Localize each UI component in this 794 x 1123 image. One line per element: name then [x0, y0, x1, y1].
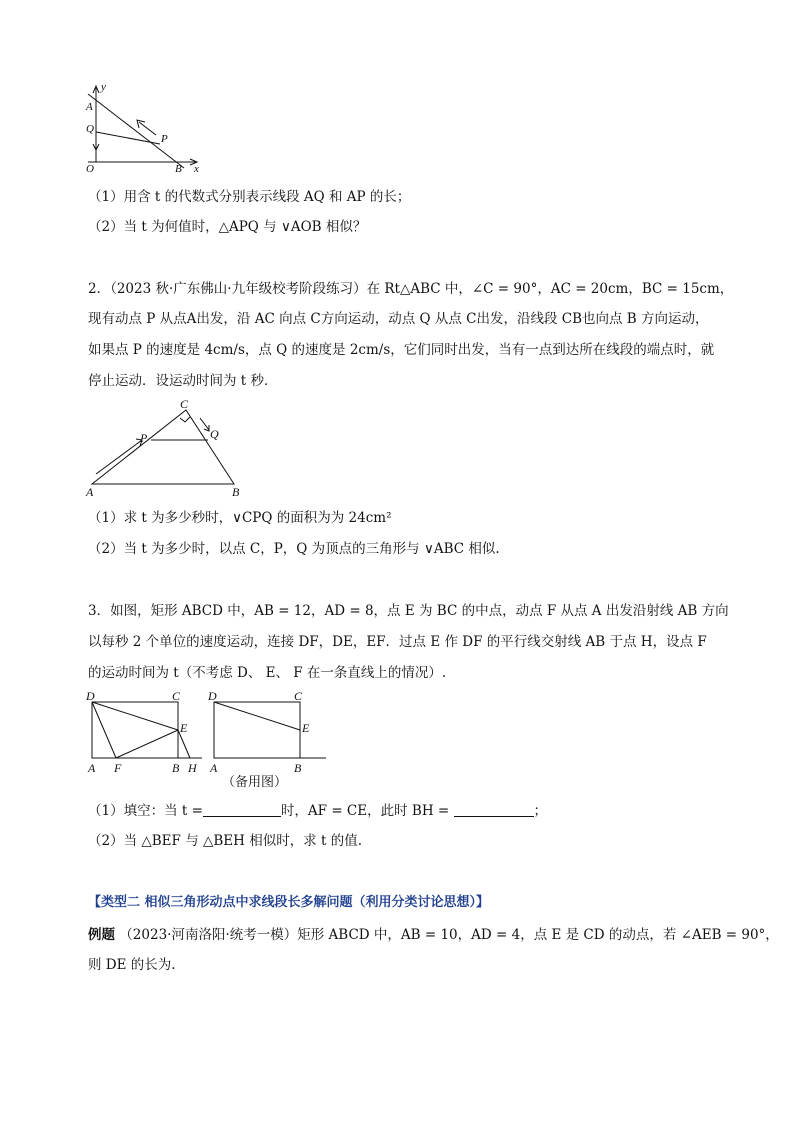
label-Q: Q: [210, 427, 219, 441]
label-D: D: [86, 689, 95, 703]
backup-figure-caption: （备用图）: [222, 775, 288, 790]
label-C: C: [294, 689, 303, 703]
label-Q: Q: [86, 123, 94, 135]
example-text: （2023·河南洛阳·统考一模）矩形 ABCD 中，AB = 10，AD = 4，点 E 是 CD 的动点，若 ∠AEB = 90°，: [119, 927, 779, 943]
label-y: y: [101, 81, 106, 93]
problem3-line2: 以每秒 2 个单位的速度运动，连接 DF，DE，EF．过点 E 作 DF 的平行线交射线 AB 于点 H，设点 F: [88, 634, 707, 650]
problem2-line2: 现有动点 P 从点A出发，沿 AC 向点 C方向运动，动点 Q 从点 C出发，沿线段 CB也向点 B 方向运动，: [88, 311, 709, 327]
answer-blank-bh[interactable]: [454, 802, 534, 817]
problem1-question2: （2）当 t 为何值时，△APQ 与 ∨AOB 相似？: [88, 219, 367, 235]
example-line2: 则 DE 的长为.: [88, 957, 176, 973]
label-E: E: [302, 721, 310, 735]
problem2-line4: 停止运动．设运动时间为 t 秒．: [88, 373, 278, 389]
problem2-question1: （1）求 t 为多少秒时，∨CPQ 的面积为为 24cm²: [88, 510, 392, 526]
label-F: F: [114, 761, 122, 775]
problem2-question2: （2）当 t 为多少时，以点 C，P，Q 为顶点的三角形与 ∨ABC 相似.: [88, 541, 500, 557]
label-D: D: [208, 689, 217, 703]
label-P: P: [161, 133, 168, 145]
figure-rectangle-main: [84, 688, 214, 778]
label-O: O: [86, 163, 94, 175]
problem3-line1: 3．如图，矩形 ABCD 中，AB = 12，AD = 8，点 E 为 BC 的中点，动点 F 从点 A 出发沿射线 AB 方向: [88, 603, 729, 619]
label-C: C: [172, 689, 181, 703]
label-B: B: [232, 485, 240, 499]
q1-part-b: 时，AF = CE，此时 BH =: [280, 803, 450, 819]
problem2-line1: 2．（2023 秋·广东佛山·九年级校考阶段练习）在 Rt△ABC 中，∠C = 90°，AC = 20cm，BC = 15cm，: [88, 281, 734, 297]
problem3-question2: （2）当 △BEF 与 △BEH 相似时，求 t 的值.: [88, 833, 363, 849]
label-H: H: [188, 761, 197, 775]
problem2-line3: 如果点 P 的速度是 4cm/s，点 Q 的速度是 2cm/s，它们同时出发，当有一点到达所在线段的端点时，就: [88, 342, 715, 358]
figure-coordinate-sketch: [84, 80, 214, 180]
label-C: C: [180, 397, 189, 411]
example-line1: [88, 925, 779, 945]
figure-rectangle-backup: [206, 688, 336, 778]
label-A: A: [86, 485, 94, 499]
type2-heading: 【类型二 相似三角形动点中求线段长多解问题（利用分类讨论思想）】: [88, 895, 490, 910]
problem3-line3: 的运动时间为 t（不考虑 D、 E、 F 在一条直线上的情况）.: [88, 665, 447, 681]
label-B: B: [172, 761, 180, 775]
label-B: B: [294, 761, 302, 775]
problem1-question1: （1）用含 t 的代数式分别表示线段 AQ 和 AP 的长；: [88, 189, 411, 205]
figure-triangle: [84, 396, 254, 500]
q1-part-a: （1）填空：当 t =: [88, 803, 203, 819]
label-A: A: [88, 761, 96, 775]
label-E: E: [180, 721, 188, 735]
label-A: A: [210, 761, 218, 775]
label-A: A: [86, 101, 93, 113]
q1-part-c: ；: [533, 803, 548, 819]
label-x: x: [194, 163, 199, 175]
problem3-question1: [88, 801, 547, 821]
answer-blank-t[interactable]: [203, 802, 281, 817]
label-P: P: [140, 431, 148, 445]
label-B: B: [175, 163, 182, 175]
example-label: 例题: [88, 927, 115, 943]
